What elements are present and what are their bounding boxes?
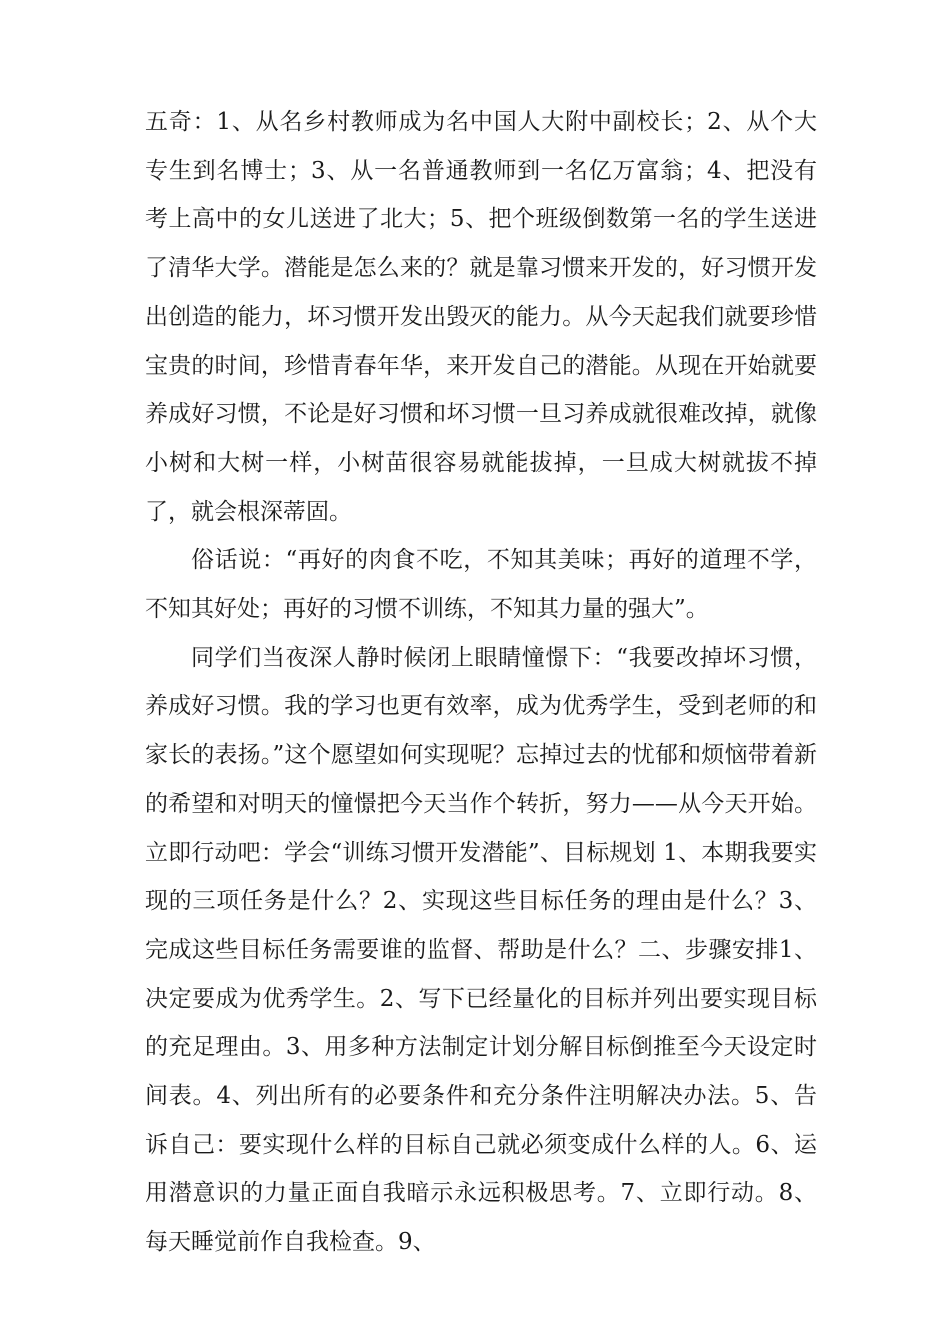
paragraph-proverb: 俗话说：“再好的肉食不吃，不知其美味；再好的道理不学，不知其好处；再好的习惯不训练，不知其力量的强大”。 [145,547,817,623]
document-body [145,98,817,1267]
paragraph-action-plan: 同学们当夜深人静时候闭上眼睛憧憬下：“我要改掉坏习惯，养成好习惯。我的学习也更有效率，成为优秀学生，受到老师的和家长的表扬。”这个愿望如何实现呢？忘掉过去的忧郁和烦恼带着新的希望和对明天的憧憬把今天当作个转折，努力——从今天开始。立即行动吧：学会“训练习惯开发潜能”、目标规划 1、本期我要实现的三项任务是什么？2、实现这些目标任务的理由是什么？3、完成这些目标任务需要谁的监督、帮助是什么？二、步骤安排1、决定要成为优秀学生。2、写下已经量化的目标并列出要实现目标的充足理由。3、用多种方法制定计划分解目标倒推至今天设定时间表。4、列出所有的必要条件和充分条件注明解决办法。5、告诉自己：要实现什么样的目标自己就必须变成什么样的人。6、运用潜意识的力量正面自我暗示永远积极思考。7、立即行动。8、每天睡觉前作自我检查。9、 [145,644,817,1256]
paragraph-five-wonders: 五奇：1、从名乡村教师成为名中国人大附中副校长；2、从个大专生到名博士；3、从一名普通教师到一名亿万富翁；4、把没有考上高中的女儿送进了北大；5、把个班级倒数第一名的学生送进了清华大学。潜能是怎么来的？就是靠习惯来开发的，好习惯开发出创造的能力，坏习惯开发出毁灭的能力。从今天起我们就要珍惜宝贵的时间，珍惜青春年华，来开发自己的潜能。从现在开始就要养成好习惯，不论是好习惯和坏习惯一旦习养成就很难改掉，就像小树和大树一样，小树苗很容易就能拔掉，一旦成大树就拔不掉了，就会根深蒂固。 [145,109,817,525]
